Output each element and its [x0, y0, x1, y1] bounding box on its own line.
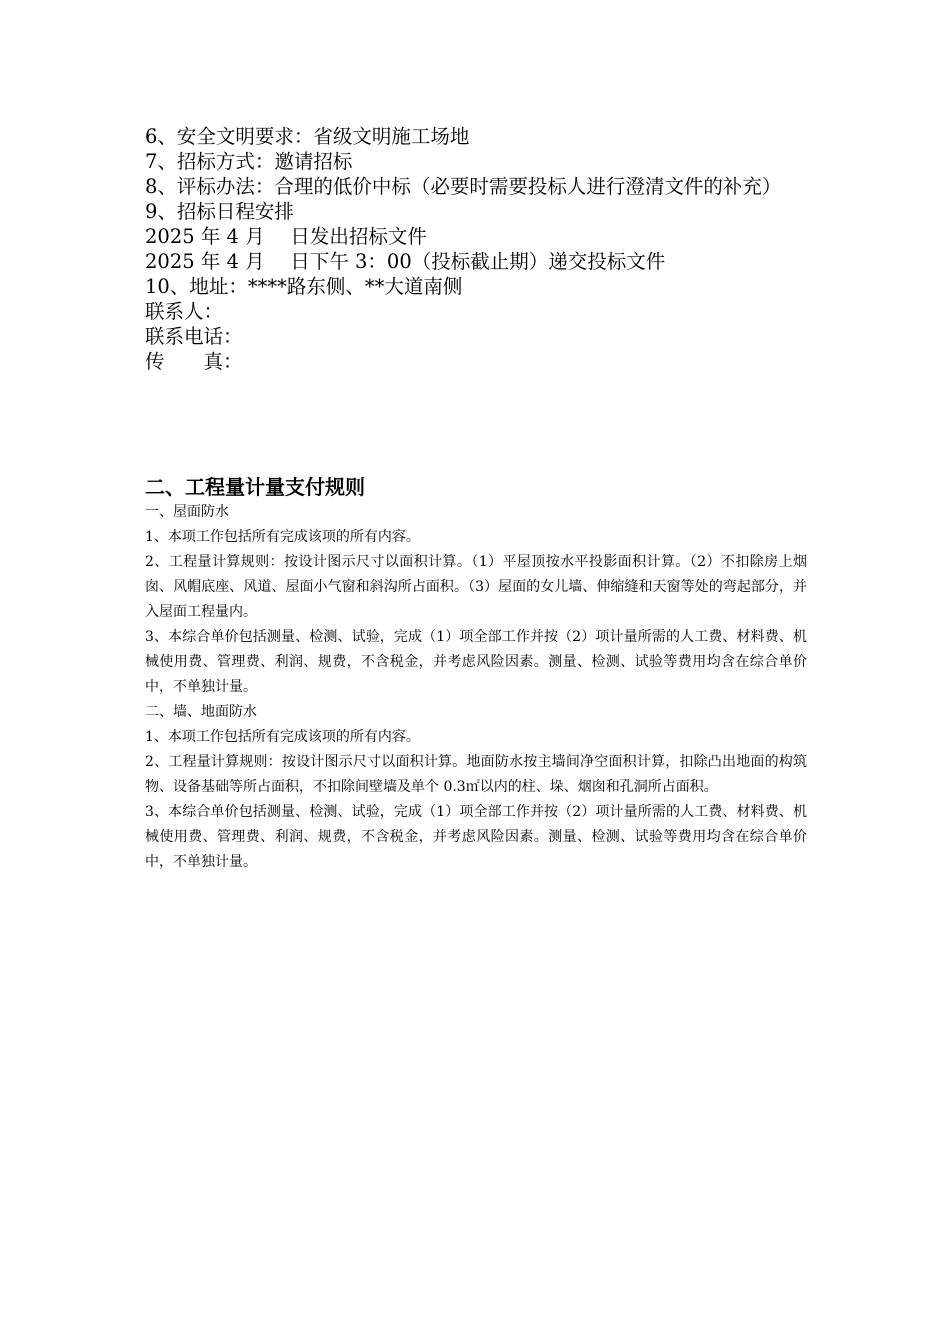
- roof-scope-paragraph: 1、本项工作包括所有完成该项的所有内容。: [145, 529, 420, 545]
- roof-calc-rule-paragraph: 2、工程量计算规则：按设计图示尺寸以面积计算。（1）平屋顶按水平投影面积计算。（2）不扣除房上烟囱、风帽底座、风道、屋面小气窗和斜沟所占面积。（3）屋面的女儿墙、伸缩缝和天窗等处的弯起部分，并入屋面工程量内。: [145, 554, 807, 620]
- wall-floor-scope-paragraph: 1、本项工作包括所有完成该项的所有内容。: [145, 729, 420, 745]
- roof-waterproof-title: 一、屋面防水: [145, 504, 229, 520]
- schedule-deadline-line: 2025 年 4 月 日下午 3：00（投标截止期）递交投标文件: [145, 250, 666, 273]
- measurement-rules-body: [145, 500, 807, 875]
- address-line: 10、地址：****路东侧、**大道南侧: [145, 275, 463, 298]
- schedule-issue-line: 2025 年 4 月 日发出招标文件: [145, 225, 427, 248]
- tender-method-line: 7、招标方式：邀请招标: [145, 150, 353, 173]
- wall-floor-price-paragraph: 3、本综合单价包括测量、检测、试验，完成（1）项全部工作并按（2）项计量所需的人工费、材料费、机械使用费、管理费、利润、规费，不含税金，并考虑风险因素。测量、检测、试验等费用均含在综合单价中，不单独计量。: [145, 804, 807, 870]
- safety-requirement-line: 6、安全文明要求：省级文明施工场地: [145, 125, 470, 148]
- contact-person-line: 联系人：: [145, 300, 224, 323]
- section-heading: 二、工程量计量支付规则: [145, 475, 365, 499]
- wall-floor-calc-rule-paragraph: 2、工程量计算规则：按设计图示尺寸以面积计算。地面防水按主墙间净空面积计算，扣除凸出地面的构筑物、设备基础等所占面积，不扣除间壁墙及单个 0.3㎡以内的柱、垛、烟囱和孔洞所占面积。: [145, 754, 807, 795]
- evaluation-method-line: 8、评标办法：合理的低价中标（必要时需要投标人进行澄清文件的补充）: [145, 175, 782, 198]
- schedule-heading-line: 9、招标日程安排: [145, 200, 294, 223]
- wall-floor-waterproof-title: 二、墙、地面防水: [145, 704, 257, 720]
- fax-line: 传 真：: [145, 350, 243, 373]
- roof-price-paragraph: 3、本综合单价包括测量、检测、试验，完成（1）项全部工作并按（2）项计量所需的人工费、材料费、机械使用费、管理费、利润、规费，不含税金，并考虑风险因素。测量、检测、试验等费用均含在综合单价中，不单独计量。: [145, 629, 807, 695]
- contact-phone-line: 联系电话：: [145, 325, 243, 348]
- tender-info-list: [145, 124, 810, 374]
